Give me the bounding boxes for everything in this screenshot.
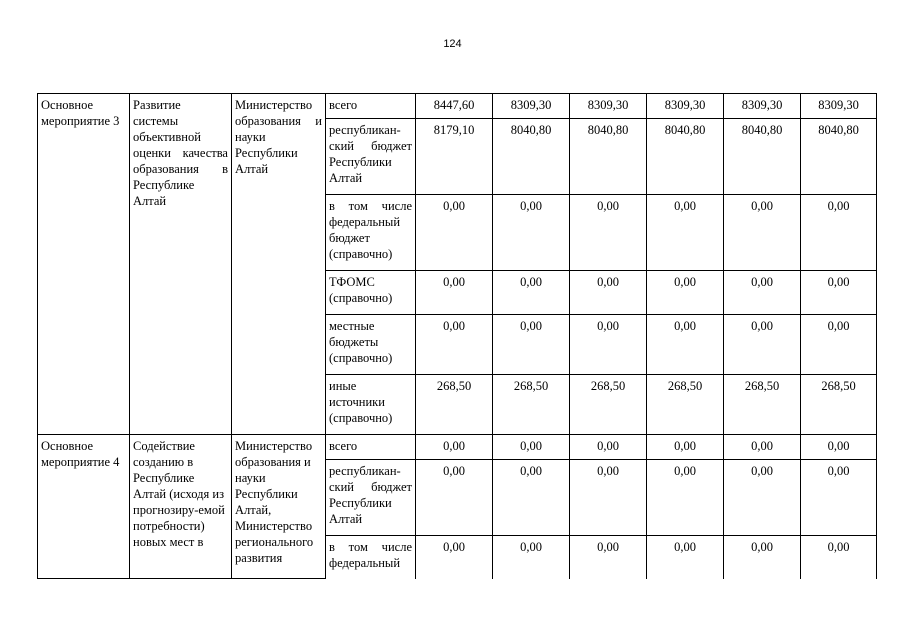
executor-cell: Министерство образования и науки Республики Алтай xyxy=(232,94,326,435)
value-cell: 268,50 xyxy=(570,375,647,435)
value-cell: 268,50 xyxy=(416,375,493,435)
value-cell: 268,50 xyxy=(801,375,877,435)
value-cell: 0,00 xyxy=(801,195,877,271)
value-cell: 0,00 xyxy=(801,460,877,536)
source-cell: всего xyxy=(326,435,416,460)
value-cell: 8040,80 xyxy=(647,119,724,195)
source-cell: всего xyxy=(326,94,416,119)
value-cell: 8309,30 xyxy=(724,94,801,119)
description-cell: Содействие созданию в Республике Алтай (исходя из прогнозиру-емой потребности) новых мест в xyxy=(130,435,232,579)
table-body xyxy=(38,94,877,579)
activity-cell: Основное мероприятие 3 xyxy=(38,94,130,435)
source-cell: в том числе федеральный xyxy=(326,536,416,579)
table-row xyxy=(38,94,877,119)
value-cell: 0,00 xyxy=(647,435,724,460)
source-cell: республикан-ский бюджет Республики Алтай xyxy=(326,119,416,195)
value-cell: 8179,10 xyxy=(416,119,493,195)
value-cell: 0,00 xyxy=(801,271,877,315)
value-cell: 268,50 xyxy=(647,375,724,435)
value-cell: 0,00 xyxy=(493,435,570,460)
value-cell: 8040,80 xyxy=(801,119,877,195)
value-cell: 0,00 xyxy=(493,195,570,271)
value-cell: 8040,80 xyxy=(493,119,570,195)
value-cell: 0,00 xyxy=(570,536,647,579)
value-cell: 0,00 xyxy=(724,271,801,315)
value-cell: 0,00 xyxy=(570,315,647,375)
value-cell: 0,00 xyxy=(801,536,877,579)
source-cell: местные бюджеты (справочно) xyxy=(326,315,416,375)
budget-table xyxy=(37,93,877,579)
value-cell: 8309,30 xyxy=(570,94,647,119)
value-cell: 0,00 xyxy=(724,536,801,579)
value-cell: 0,00 xyxy=(647,315,724,375)
activity-cell: Основное мероприятие 4 xyxy=(38,435,130,579)
value-cell: 0,00 xyxy=(570,435,647,460)
page-number: 124 xyxy=(443,38,462,50)
value-cell: 0,00 xyxy=(493,315,570,375)
value-cell: 0,00 xyxy=(724,435,801,460)
value-cell: 0,00 xyxy=(724,195,801,271)
value-cell: 0,00 xyxy=(493,536,570,579)
value-cell: 0,00 xyxy=(570,195,647,271)
value-cell: 0,00 xyxy=(493,460,570,536)
source-cell: иные источники (справочно) xyxy=(326,375,416,435)
executor-cell: Министерство образования и науки Республики Алтай, Министерство регионального развития xyxy=(232,435,326,579)
value-cell: 0,00 xyxy=(801,435,877,460)
value-cell: 0,00 xyxy=(416,460,493,536)
value-cell: 8040,80 xyxy=(724,119,801,195)
value-cell: 0,00 xyxy=(647,195,724,271)
value-cell: 8040,80 xyxy=(570,119,647,195)
value-cell: 0,00 xyxy=(724,315,801,375)
value-cell: 8309,30 xyxy=(493,94,570,119)
table-row xyxy=(38,435,877,460)
value-cell: 0,00 xyxy=(724,460,801,536)
value-cell: 8309,30 xyxy=(647,94,724,119)
source-cell: республикан-ский бюджет Республики Алтай xyxy=(326,460,416,536)
value-cell: 0,00 xyxy=(647,460,724,536)
value-cell: 0,00 xyxy=(416,271,493,315)
value-cell: 0,00 xyxy=(647,271,724,315)
value-cell: 0,00 xyxy=(416,536,493,579)
value-cell: 0,00 xyxy=(416,195,493,271)
value-cell: 0,00 xyxy=(416,315,493,375)
source-cell: в том числе федеральный бюджет (справочно) xyxy=(326,195,416,271)
value-cell: 0,00 xyxy=(570,460,647,536)
value-cell: 0,00 xyxy=(801,315,877,375)
value-cell: 0,00 xyxy=(493,271,570,315)
description-cell: Развитие системы объективной оценки качества образования в Республике Алтай xyxy=(130,94,232,435)
value-cell: 268,50 xyxy=(724,375,801,435)
value-cell: 0,00 xyxy=(416,435,493,460)
value-cell: 8447,60 xyxy=(416,94,493,119)
value-cell: 268,50 xyxy=(493,375,570,435)
value-cell: 0,00 xyxy=(647,536,724,579)
value-cell: 8309,30 xyxy=(801,94,877,119)
value-cell: 0,00 xyxy=(570,271,647,315)
source-cell: ТФОМС (справочно) xyxy=(326,271,416,315)
